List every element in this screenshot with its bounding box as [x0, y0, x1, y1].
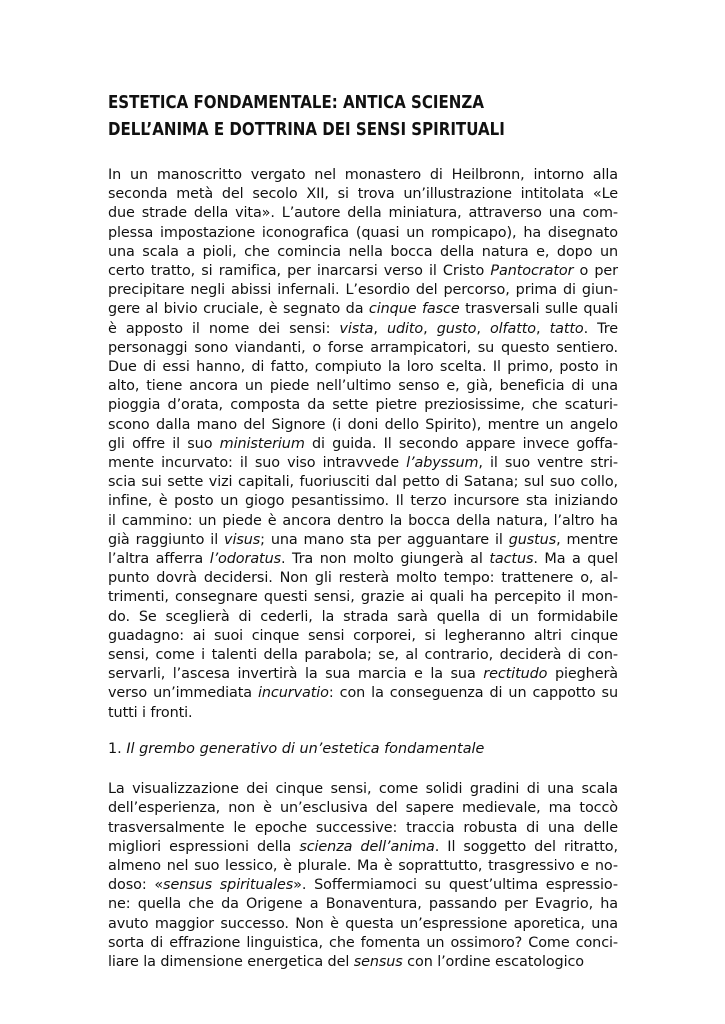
text-line: il cammino: un piede è ancora dentro la bocca della natura, l’altro ha: [108, 512, 618, 529]
title-line-2: DELL’ANIMA E DOTTRINA DEI SENSI SPIRITUALI: [108, 120, 505, 140]
text-line: La visualizzazione dei cinque sensi, come solidi gradini di una scala: [108, 781, 618, 798]
section-number: 1.: [108, 740, 122, 757]
text-line: scono dalla mano del Signore (i doni dello Spirito), mentre un angelo: [108, 416, 618, 433]
text-line: l’altra afferra l’odoratus. Tra non molto giungerà al tactus. Ma a quel: [108, 551, 618, 568]
text-line: mente incurvato: il suo viso intravvede l’abyssum, il suo ventre stri-: [108, 455, 618, 472]
text-line: già raggiunto il visus; una mano sta per agguantare il gustus, mentre: [108, 531, 619, 548]
text-line: seconda metà del secolo XII, si trova un’illustrazione intitolata «Le: [108, 186, 618, 203]
text-line: ne: quella che da Origene a Bonaventura, passando per Evagrio, ha: [108, 896, 618, 913]
paragraph-1: [108, 166, 618, 723]
document-page: [108, 90, 618, 972]
text-line: è apposto il nome dei sensi: vista, udito, gusto, olfatto, tatto. Tre: [108, 320, 618, 337]
text-line: doso: «sensus spirituales». Soffermiamoci su quest’ultima espressio-: [108, 877, 618, 894]
text-line: tutti i fronti.: [108, 704, 193, 721]
text-line: do. Se sceglierà di cederli, la strada sarà quella di un formidabile: [108, 608, 618, 625]
text-line: migliori espressioni della scienza dell’anima. Il soggetto del ritratto,: [108, 838, 618, 855]
text-line: certo tratto, si ramifica, per inarcarsi verso il Cristo Pantocrator o per: [108, 263, 618, 280]
text-line: due strade della vita». L’autore della miniatura, attraverso una com-: [108, 205, 618, 222]
text-line: sensi, come i talenti della parabola; se, al contrario, deciderà di con-: [108, 647, 618, 664]
text-line: alto, tiene ancora un piede nell’ultimo senso e, già, beneficia di una: [108, 378, 618, 395]
text-line: liare la dimensione energetica del sensus con l’ordine escatologico: [108, 953, 584, 970]
text-line: servarli, l’ascesa invertirà la sua marcia e la sua rectitudo piegherà: [108, 666, 618, 683]
text-line: punto dovrà decidersi. Non gli resterà molto tempo: trattenere o, al-: [108, 570, 618, 587]
text-line: Due di essi hanno, di fatto, compiuto la loro scelta. Il primo, posto in: [108, 359, 618, 376]
text-line: precipitare negli abissi infernali. L’esordio del percorso, prima di giun-: [108, 282, 618, 299]
text-line: una scala a pioli, che comincia nella bocca della natura e, dopo un: [108, 243, 618, 260]
text-line: guadagno: ai suoi cinque sensi corporei, si legheranno altri cinque: [108, 627, 618, 644]
text-line: personaggi sono viandanti, o forse arrampicatori, su questo sentiero.: [108, 339, 618, 356]
text-line: dell’esperienza, non è un’esclusiva del sapere medievale, ma toccò: [108, 800, 618, 817]
text-line: avuto maggior successo. Non è questa un’espressione aporetica, una: [108, 915, 618, 932]
text-line: gli offre il suo ministerium di guida. Il secondo appare invece goffa-: [108, 435, 618, 452]
page-title: [108, 90, 547, 144]
text-line: plessa impostazione iconografica (quasi un rompicapo), ha disegnato: [108, 224, 618, 241]
text-line: scia sui sette vizi capitali, fuoriusciti dal petto di Satana; sul suo collo,: [108, 474, 618, 491]
text-line: almeno nel suo lessico, è plurale. Ma è soprattutto, trasgressivo e no-: [108, 857, 618, 874]
text-line: trasversalmente le epoche successive: traccia robusta di una delle: [108, 819, 618, 836]
text-line: verso un’immediata incurvatio: con la conseguenza di un cappotto su: [108, 685, 618, 702]
section-heading: [108, 740, 618, 759]
text-line: infine, è posto un giogo pesantissimo. Il terzo incursore sta iniziando: [108, 493, 618, 510]
text-line: sorta di effrazione linguistica, che fomenta un ossimoro? Come conci-: [108, 934, 618, 951]
paragraph-2: [108, 780, 618, 972]
title-line-1: ESTETICA FONDAMENTALE: ANTICA SCIENZA: [108, 93, 484, 113]
section-title: Il grembo generativo di un’estetica fondamentale: [126, 740, 485, 757]
text-line: trimenti, consegnare questi sensi, grazie ai quali ha percepito il mon-: [108, 589, 618, 606]
text-line: In un manoscritto vergato nel monastero di Heilbronn, intorno alla: [108, 167, 618, 183]
text-line: pioggia d’orata, composta da sette pietre preziosissime, che scaturi-: [108, 397, 618, 414]
text-line: gere al bivio cruciale, è segnato da cinque fasce trasversali sulle quali: [108, 301, 618, 318]
